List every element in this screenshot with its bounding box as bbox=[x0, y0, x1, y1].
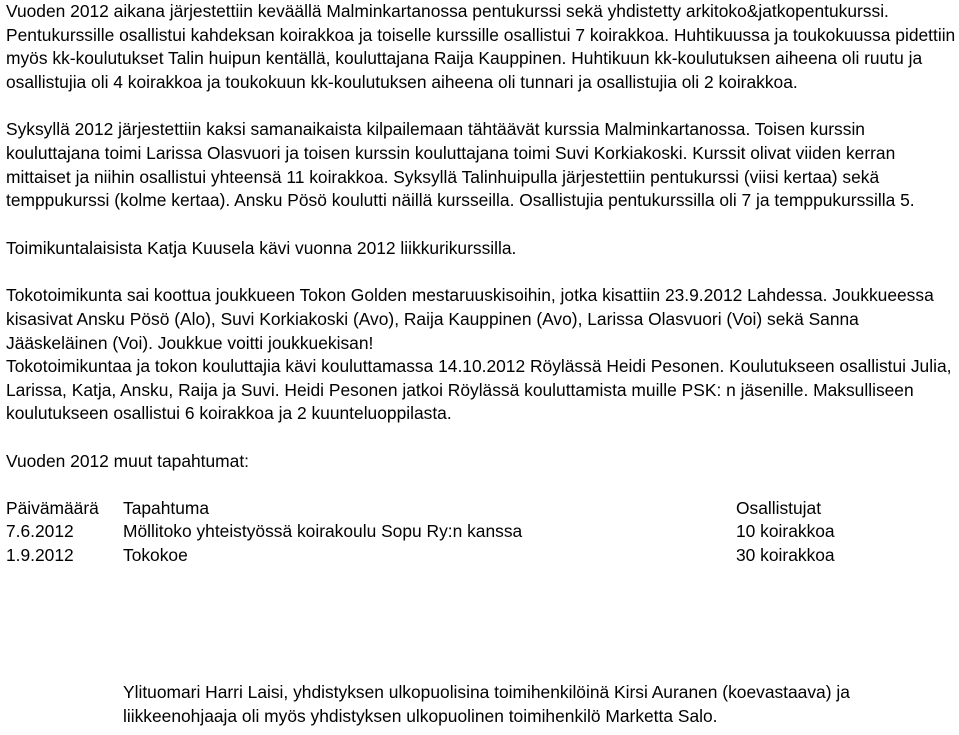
paragraph-spring-courses: Vuoden 2012 aikana järjestettiin keväällä Malminkartanossa pentukurssi sekä yhdistetty arkitoko&jatkopentukurssi. Pentukurssille osallistui kahdeksan koirakkoa ja toiselle kurssille osallistui 7 koirakkoa. Huhtikuussa ja toukokuussa pidettiin myös kk-koulutukset Talin huipun kentällä, kouluttajana Raija Kauppinen. Huhtikuun kk-koulutuksen aiheena oli ruutu ja osallistujia oli 4 koirakkoa ja toukokuun kk-koulutuksen aiheena oli tunnari ja osallistujia oli 2 koirakkoa. bbox=[6, 1, 956, 92]
event-participants: 30 koirakkoa bbox=[736, 544, 835, 565]
event-name: Möllitoko yhteistyössä koirakoulu Sopu Ry:n kanssa bbox=[123, 521, 523, 542]
event-date: 7.6.2012 bbox=[6, 521, 74, 542]
event-name: Tokokoe bbox=[123, 544, 188, 565]
events-table-header bbox=[6, 497, 956, 521]
paragraph-training-session: Tokotoimikuntaa ja tokon kouluttajia kävi kouluttamassa 14.10.2012 Röylässä Heidi Pesonen. Koulutukseen osallistui Julia, Larissa, Katja, Ansku, Raija ja Suvi. Heidi Pesonen jatkoi Röylässä kouluttamista muille PSK: n jäsenille. Maksulliseen koulutukseen osallistui 6 koirakkoa ja 2 kuunteluoppilasta. bbox=[6, 356, 952, 424]
events-table bbox=[6, 497, 956, 568]
paragraph-judge-course: Toimikuntalaisista Katja Kuusela kävi vuonna 2012 liikkurikurssilla. bbox=[6, 237, 517, 258]
table-row bbox=[6, 520, 956, 544]
paragraph-golden-championship: Tokotoimikunta sai koottua joukkueen Tokon Golden mestaruuskisoihin, jotka kisattiin 23.9.2012 Lahdessa. Joukkueessa kisasivat Ansku Pösö (Alo), Suvi Korkiakoski (Avo), Raija Kauppinen (Avo), Larissa Olasvuori (Voi) sekä Sanna Jääskeläinen (Voi). Joukkue voitti joukkuekisan! bbox=[6, 285, 934, 353]
events-heading: Vuoden 2012 muut tapahtumat: bbox=[6, 450, 250, 471]
header-event: Tapahtuma bbox=[123, 497, 210, 518]
table-row bbox=[6, 544, 956, 568]
header-participants: Osallistujat bbox=[736, 497, 822, 518]
event-date: 1.9.2012 bbox=[6, 544, 74, 565]
event-participants: 10 koirakkoa bbox=[736, 521, 835, 542]
paragraph-autumn-courses: Syksyllä 2012 järjestettiin kaksi samanaikaista kilpailemaan tähtäävät kurssia Malminkartanossa. Toisen kurssin kouluttajana toimi Larissa Olasvuori ja toisen kurssin kouluttajana toimi Suvi Korkiakoski. Kurssit olivat viiden kerran mittaiset ja niihin osallistui yhteensä 11 koirakkoa. Syksyllä Talinhuipulla järjestettiin pentukurssi (viisi kertaa) sekä temppukurssi (kolme kertaa). Ansku Pösö koulutti näillä kursseilla. Osallistujia pentukurssilla oli 7 ja temppukurssilla 5. bbox=[6, 119, 915, 211]
footer-officials: Ylituomari Harri Laisi, yhdistyksen ulkopuolisina toimihenkilöinä Kirsi Auranen (koevastaava) ja liikkeenohjaaja oli myös yhdistyksen ulkopuolinen toimihenkilö Marketta Salo. bbox=[123, 682, 850, 726]
header-date: Päivämäärä bbox=[6, 497, 99, 518]
document-body bbox=[6, 0, 956, 568]
